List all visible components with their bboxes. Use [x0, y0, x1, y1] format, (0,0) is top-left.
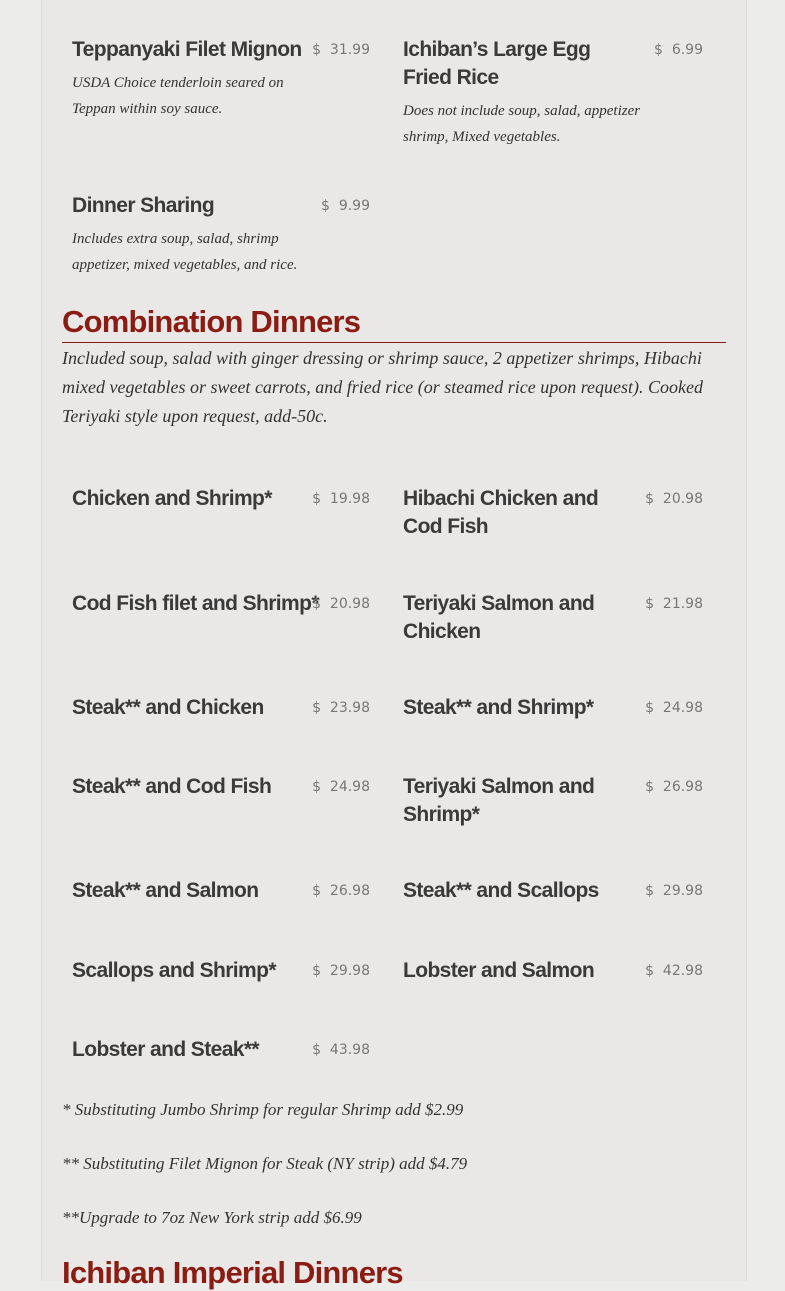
menu-item-price: $ 26.98: [645, 779, 703, 795]
menu-item-price: $ 29.98: [645, 883, 703, 899]
menu-item-name: Steak** and Scallops: [403, 879, 599, 902]
menu-item-name: Steak** and Shrimp*: [403, 696, 594, 719]
menu-item-price: $ 24.98: [645, 700, 703, 716]
menu-item-price: $ 20.98: [645, 491, 703, 507]
menu-item-price: $ 19.98: [312, 491, 370, 507]
footnote-ny-strip: **Upgrade to 7oz New York strip add $6.99: [62, 1208, 362, 1227]
menu-item-name: Scallops and Shrimp*: [72, 959, 276, 982]
menu-item-price: $ 9.99: [321, 198, 370, 214]
menu-item-price: $ 42.98: [645, 963, 703, 979]
menu-item-price: $ 24.98: [312, 779, 370, 795]
menu-item-description: USDA Choice tenderloin seared on Teppan within soy sauce.: [72, 75, 284, 117]
menu-item-name: Steak** and Cod Fish: [72, 775, 272, 798]
menu-item-name: Ichiban’s Large Egg Fried Rice: [403, 38, 591, 89]
menu-page: [41, 0, 747, 1290]
menu-item-description: Does not include soup, salad, appetizer shrimp, Mixed vegetables.: [403, 103, 641, 145]
section-title: Combination Dinners: [62, 304, 361, 339]
menu-item-name: Steak** and Chicken: [72, 696, 264, 719]
menu-item-price: $ 6.99: [654, 42, 703, 58]
menu-item-name: Dinner Sharing: [72, 194, 215, 217]
section-title-imperial: Ichiban Imperial Dinners: [62, 1255, 403, 1290]
menu-item-name: Teriyaki Salmon and Chicken: [403, 592, 595, 643]
menu-item-price: $ 29.98: [312, 963, 370, 979]
menu-item-price: $ 20.98: [312, 596, 370, 612]
menu-item-price: $ 31.99: [312, 42, 370, 58]
menu-item-price: $ 21.98: [645, 596, 703, 612]
footnote-jumbo-shrimp: * Substituting Jumbo Shrimp for regular Shrimp add $2.99: [62, 1100, 464, 1119]
menu-item-name: Hibachi Chicken and Cod Fish: [403, 487, 599, 538]
menu-item-price: $ 26.98: [312, 883, 370, 899]
menu-item-name: Cod Fish filet and Shrimp*: [72, 592, 319, 615]
menu-item-name: Teriyaki Salmon and Shrimp*: [403, 775, 595, 826]
menu-item-name: Chicken and Shrimp*: [72, 487, 272, 510]
menu-item-price: $ 23.98: [312, 700, 370, 716]
menu-item-name: Steak** and Salmon: [72, 879, 259, 902]
menu-item-name: Teppanyaki Filet Mignon: [72, 38, 302, 61]
footnote-filet-mignon: ** Substituting Filet Mignon for Steak (NY strip) add $4.79: [62, 1154, 468, 1173]
section-description: Included soup, salad with ginger dressing or shrimp sauce, 2 appetizer shrimps, Hibachi mixed vegetables or sweet carrots, and fried rice (or steamed rice upon request). Cooked Teriyaki style upon request, add-50c.: [62, 348, 704, 426]
menu-item-name: Lobster and Salmon: [403, 959, 595, 982]
menu-item-name: Lobster and Steak**: [72, 1038, 259, 1061]
menu-item-description: Includes extra soup, salad, shrimp appetizer, mixed vegetables, and rice.: [72, 231, 298, 273]
section-divider: [62, 342, 726, 343]
menu-item-price: $ 43.98: [312, 1042, 370, 1058]
